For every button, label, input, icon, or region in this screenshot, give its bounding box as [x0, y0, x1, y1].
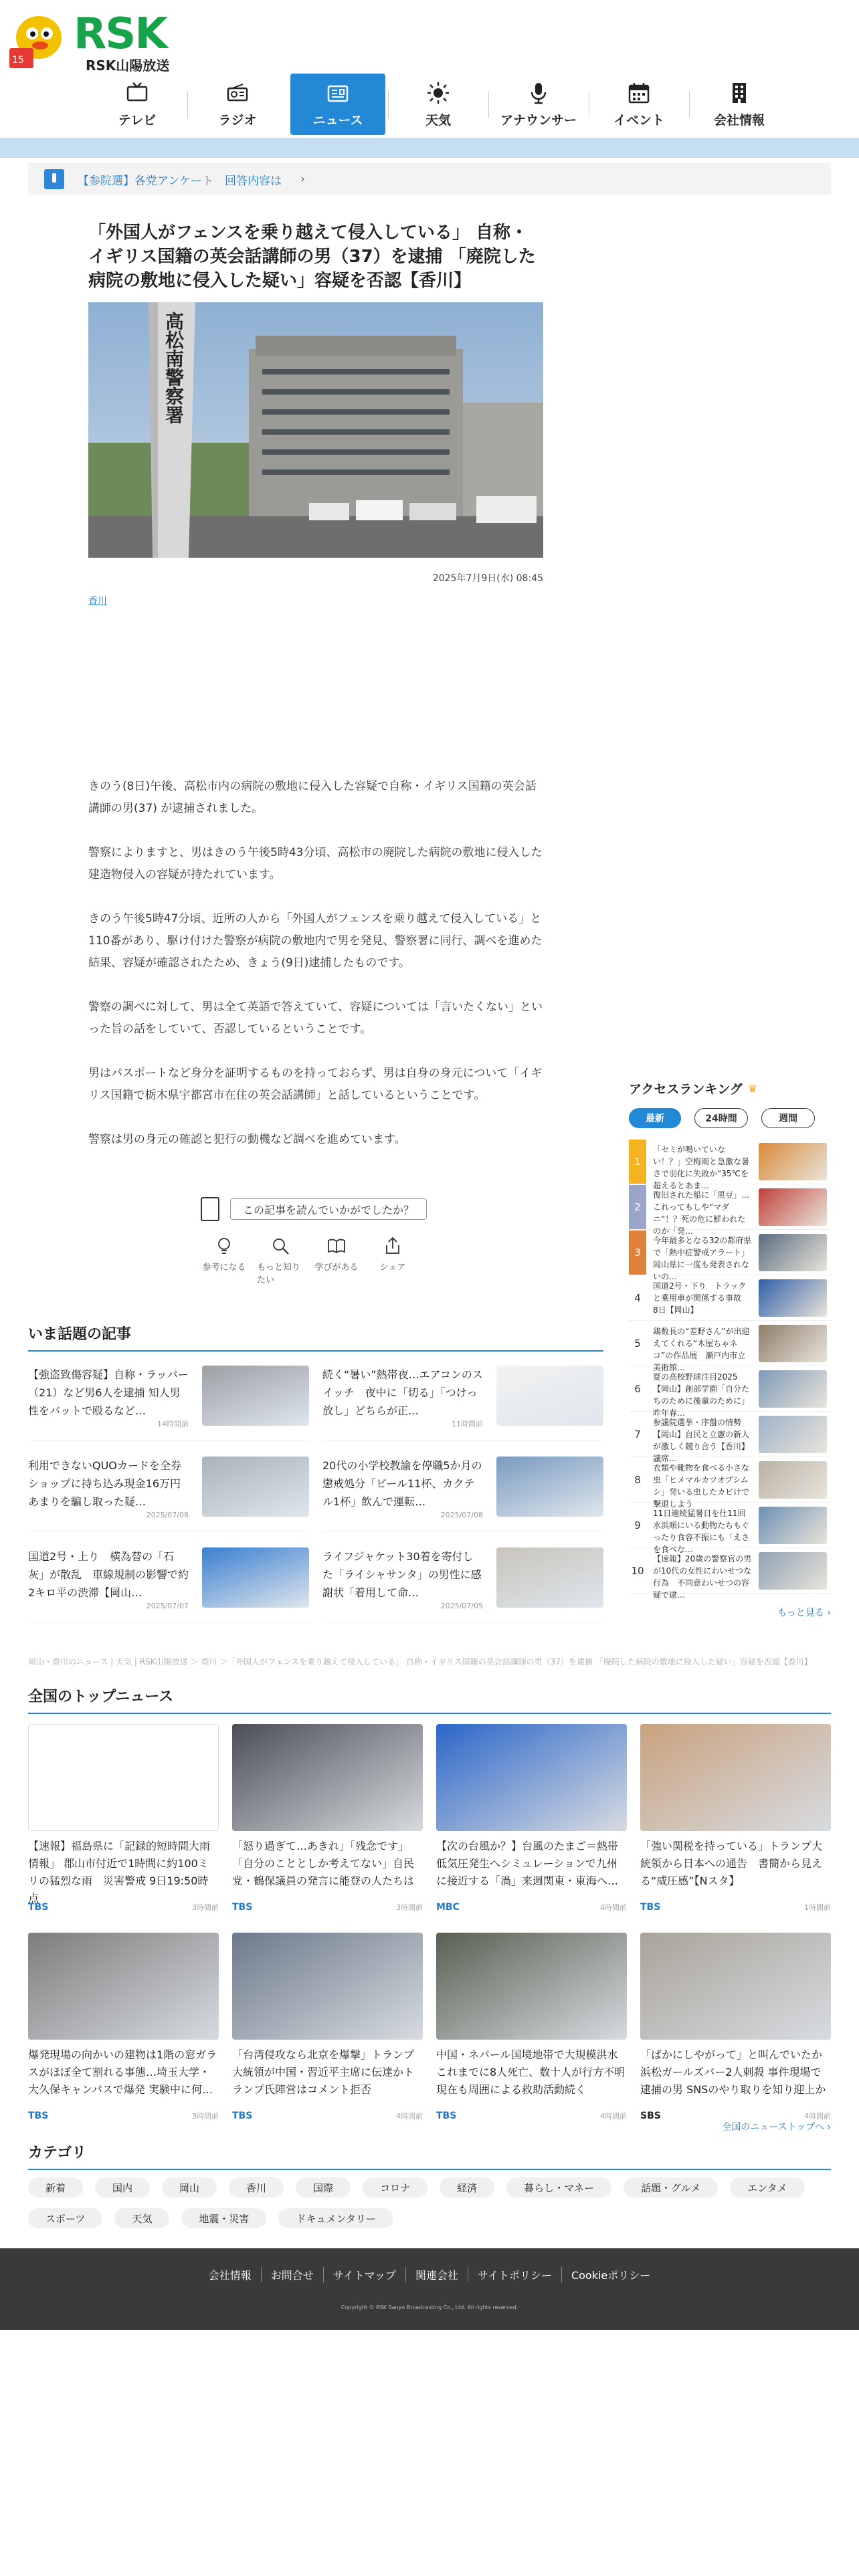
topnews-thumbnail [28, 1933, 219, 2040]
wadai-thumbnail [202, 1547, 309, 1608]
magnifier-icon [270, 1236, 290, 1256]
topnews-thumbnail [232, 1724, 423, 1831]
wadai-item[interactable] [322, 1547, 603, 1622]
topnews-item[interactable] [436, 1933, 636, 2128]
reaction-button-3[interactable] [369, 1236, 416, 1285]
topnews-item-title: 【速報】福島県に「記録的短時間大雨情報」 郡山市付近で1時間に約100ミリの猛烈な雨 災害警戒 9日19:50時点 [28, 1840, 211, 1905]
nav-item-6[interactable] [689, 74, 789, 135]
ranking-thumbnail [759, 1234, 827, 1271]
footer-copyright: Copyright © RSK Sanyo Broadcasting Co., Ltd. All rights reserved. [341, 2304, 518, 2311]
reaction-label: 参考になる [202, 1263, 246, 1273]
site-header [0, 0, 859, 140]
wadai-thumbnail [496, 1366, 603, 1426]
ranking-thumbnail [759, 1188, 827, 1226]
reaction-label: もっと知りたい [257, 1263, 301, 1285]
ranking-thumbnail [759, 1507, 827, 1544]
wadai-item-date: 2025/07/07 [146, 1602, 189, 1610]
ranking-item-title: 参議院選挙・序盤の情勢【岡山】自民と立憲の新人が激しく競り合う【香川】議席… [653, 1417, 750, 1463]
topnews-item-title: 「強い関税を持っている」トランプ大統領から日本への通告 書簡から見える“威圧感”【Nスタ】 [640, 1840, 823, 1887]
category-chip[interactable]: 国際 [296, 2177, 351, 2197]
article-paragraph: 警察は男の身元の確認と犯行の動機など調べを進めています。 [88, 1133, 406, 1146]
ranking-item-title: 衣類や靴物を食べる小さな虫「ヒメマルカツオブシムシ」発いる虫したカビけで撃退しよう [653, 1463, 750, 1509]
category-chip[interactable]: コロナ [363, 2177, 427, 2197]
ranking-header [629, 1079, 831, 1097]
categories-title-text: カテゴリ [28, 2145, 87, 2161]
ranking-number: 3 [629, 1230, 646, 1275]
ranking-item-title: 夏の高校野球注目2025【岡山】創部学園「自分たちのために後輩のために」昨年春… [653, 1372, 750, 1418]
ranking-number: 8 [634, 1473, 641, 1486]
topnews-item[interactable] [232, 1724, 423, 1919]
topnews-item[interactable] [640, 1724, 831, 1919]
brand-subtitle: RSK山陽放送 [86, 58, 170, 74]
topnews-time: 1時間前 [804, 1903, 831, 1912]
tv-icon [125, 81, 149, 105]
topnews-time: 4時間前 [396, 2112, 423, 2121]
topnews-item-title: 「怒り過ぎて…あきれ」「残念です」「自分のこととしか考えてない」自民党・鶴保議員の発言に能登の人たちは [232, 1840, 415, 1887]
notice-icon [44, 169, 64, 189]
book-icon [326, 1236, 347, 1256]
ranking-number: 5 [634, 1337, 641, 1350]
topnews-time: 4時間前 [804, 2112, 831, 2121]
topnews-time: 3時間前 [396, 1903, 423, 1912]
nav-label: ラジオ [218, 112, 257, 128]
wadai-item-title: 続く“暑い”熱帯夜…エアコンのスイッチ 夜中に「切る」「つけっ放し」どちらが正… [322, 1368, 483, 1417]
ranking-number: 10 [631, 1564, 644, 1577]
topnews-source: SBS [640, 2111, 661, 2121]
notice-bar[interactable] [28, 163, 831, 195]
topnews-source: TBS [232, 2111, 253, 2121]
ranking-list [629, 1139, 831, 1600]
ranking-item[interactable] [629, 1548, 831, 1600]
ranking-item-title: 国道2号・下り トラックと乗用車が関係する事故 8日【岡山】 [653, 1281, 750, 1315]
header-band [0, 138, 859, 158]
topnews-item[interactable] [28, 1724, 219, 1919]
ranking-item[interactable] [629, 1321, 831, 1372]
article-tag-link[interactable]: 香川 [88, 596, 107, 607]
topnews-time: 3時間前 [192, 1903, 219, 1912]
wadai-grid [28, 1366, 603, 1622]
category-list [28, 2177, 831, 2228]
microphone-icon [527, 81, 551, 105]
topnews-title [28, 1685, 831, 1714]
wadai-item-text [322, 1457, 483, 1524]
share-icon [383, 1236, 403, 1256]
ranking-item-title: 今年最多となる32の都府県で「熱中症警戒アラート」 岡山県に一度も発表されないの… [653, 1235, 752, 1281]
ranking-item[interactable] [629, 1412, 831, 1463]
topnews-source: TBS [436, 2111, 457, 2121]
building-icon [727, 81, 751, 105]
wadai-item-text [28, 1366, 189, 1433]
nav-item-2[interactable] [290, 74, 385, 135]
footer-link[interactable]: サイトポリシー [468, 2267, 561, 2282]
feedback-bar [201, 1197, 428, 1221]
sun-icon [426, 81, 450, 105]
wadai-item-date: 14時間前 [157, 1420, 189, 1428]
wadai-item-text [322, 1366, 483, 1433]
wadai-item-date: 2025/07/08 [146, 1511, 189, 1519]
brand-name: RSK [74, 9, 167, 59]
ranking-thumbnail [759, 1143, 827, 1180]
article-paragraph: きのう午後5時47分頃、近所の人から「外国人がフェンスを乗り越えて侵入している」と110番があり、駆け付けた警察が病院の敷地内で男を発見、警察署に同行、調べを進めた結果、容疑が確認されたため、きょう(9日)逮捕したものです。 [88, 912, 543, 970]
lightbulb-icon [214, 1236, 234, 1256]
photo-sign-text: 高松南警察署 [163, 312, 185, 424]
topnews-item-title: 【次の台風か？】台風のたまご＝熱帯低気圧発生へシミュレーションで九州に接近する「渦」来週関東・東海へ… [436, 1840, 619, 1887]
topnews-item[interactable] [232, 1933, 423, 2128]
footer-link[interactable]: 会社情報 [208, 2269, 252, 2282]
topnews-title-text: 全国のトップニュース [28, 1689, 174, 1705]
category-chip[interactable]: 話題・グルメ [624, 2177, 718, 2197]
radio-icon [225, 81, 250, 105]
topnews-item-title: 中国・ネパール国境地帯で大規模洪水これまでに8人死亡、数十人が行方不明 現在も周囲による救助活動続く [436, 2048, 636, 2096]
ranking-thumbnail [759, 1416, 827, 1453]
topnews-thumbnail [640, 1933, 831, 2040]
article-paragraph: 男はパスポートなど身分を証明するものを持っておらず、男は自身の身元について「イギリス国籍で栃木県宇都宮市在住の英会話講師」と話しているということです。 [88, 1067, 543, 1102]
wadai-item-date: 2025/07/05 [440, 1602, 483, 1610]
ranking-item-title: 【速報】20歳の警察官の男が10代の女性にわいせつな行為 不同意わいせつの容疑で逮… [653, 1553, 752, 1600]
topnews-thumbnail [28, 1724, 219, 1831]
wadai-item-text [28, 1547, 189, 1615]
category-chip[interactable]: 経済 [440, 2177, 494, 2197]
document-icon [201, 1197, 219, 1221]
wadai-item-date: 2025/07/08 [440, 1511, 483, 1519]
topnews-source: TBS [232, 1902, 253, 1913]
ranking-number: 9 [634, 1519, 641, 1531]
categories-title [28, 2141, 831, 2170]
topnews-item[interactable] [436, 1724, 627, 1919]
wadai-title [28, 1323, 603, 1352]
topnews-time: 4時間前 [600, 2112, 627, 2121]
nav-label: イベント [613, 112, 664, 128]
wadai-item-title: ライフジャケット30着を寄付した「ライシャサンタ」の男性に感謝状「着用して命… [322, 1550, 482, 1599]
wadai-item[interactable] [28, 1457, 309, 1531]
topnews-thumbnail [232, 1933, 423, 2040]
svg-text:15: 15 [12, 55, 24, 66]
ranking-item[interactable] [629, 1275, 831, 1321]
nav-label: 会社情報 [713, 112, 765, 128]
article-paragraph: 警察の調べに対して、男は全て英語で答えていて、容疑については「言いたくない」といった旨の話をしていて、否認しているということです。 [88, 1000, 543, 1036]
ranking-tab-2[interactable]: 週間 [761, 1108, 815, 1128]
topnews-source: TBS [28, 2111, 49, 2121]
ranking-thumbnail [759, 1461, 827, 1499]
article-body [88, 776, 543, 1173]
wadai-item-title: 【強盗致傷容疑】自称・ラッパー（21）など男6人を逮捕 知人男性をバットで殴るなど… [28, 1368, 189, 1417]
footer-links [0, 2267, 859, 2282]
wadai-thumbnail [202, 1366, 309, 1426]
wadai-title-text: いま話題の記事 [28, 1326, 132, 1343]
feedback-button[interactable]: この記事を読んでいかがでしたか？ [230, 1198, 427, 1220]
topnews-time: 3時間前 [192, 2112, 219, 2121]
wadai-thumbnail [496, 1547, 603, 1608]
topnews-time: 4時間前 [600, 1903, 627, 1912]
wadai-thumbnail [202, 1457, 309, 1517]
ranking-number: 6 [634, 1382, 641, 1395]
site-footer [0, 2248, 859, 2330]
ranking-more-link[interactable]: もっと見る › [777, 1608, 831, 1618]
crown-icon: ♛ [747, 1082, 758, 1095]
topnews-grid [28, 1724, 831, 2128]
topnews-item-title: 「ばかにしやがって」と叫んでいたか浜松ガールズバー2人刺殺 事件現場で逮捕の男 SNSのやり取りを知り迎上か [640, 2048, 826, 2096]
footer-link[interactable]: Cookieポリシー [561, 2267, 660, 2282]
nav-item-1[interactable] [187, 74, 288, 135]
topnews-item-title: 「台湾侵攻なら北京を爆撃」トランプ大統領が中国・習近平主席に伝達かトランプ氏陣営はコメント拒否 [232, 2048, 415, 2096]
category-chip[interactable]: スポーツ [28, 2208, 102, 2228]
topnews-item-title: 爆発現場の向かいの建物は1階の窓ガラスがほぼ全て割れる事態…埼玉大学・大久保キャンパスで爆発 実験中に何… [28, 2048, 217, 2096]
mascot-logo-icon [7, 7, 67, 74]
ranking-item[interactable] [629, 1457, 831, 1509]
wadai-item-title: 20代の小学校教諭を停職5か月の懲戒処分「ビール11杯、カクテル1杯」飲んで運転… [322, 1459, 482, 1508]
nav-item-5[interactable] [589, 74, 689, 135]
topnews-thumbnail [436, 1933, 627, 2040]
category-chip[interactable]: ドキュメンタリー [278, 2208, 393, 2228]
wadai-item-title: 利用できないQUOカードを全券ショップに持ち込み現金16万円あまりを騙し取った疑… [28, 1459, 181, 1508]
topnews-source: MBC [436, 1902, 460, 1913]
breadcrumb[interactable]: 岡山・香川のニュース | 天気 | RSK山陽放送 ＞ 香川 ＞「外国人がフェンスを乗り越えて侵入している」 自称・イギリス国籍の英会話講師の男（37）を逮捕 「廃院した病院の敷地に侵入した疑い」容疑を否認【香川】 [28, 1657, 812, 1667]
ranking-item-title: 鶏数長の“差野さん”が出迎えてくれる“木屋ちゃネコ”の作品展 瀬戸内市立美術館… [653, 1326, 750, 1372]
nav-label: テレビ [118, 112, 157, 128]
ranking-thumbnail [759, 1370, 827, 1408]
wadai-item-title: 国道2号・上り 横為替の「石灰」が散乱 車線規制の影響で約2キロ平の渋滞【岡山… [28, 1550, 189, 1599]
wadai-item[interactable] [322, 1457, 603, 1531]
site-logo[interactable] [7, 7, 174, 74]
reaction-button-2[interactable] [313, 1236, 360, 1285]
wadai-item[interactable] [322, 1366, 603, 1440]
category-chip[interactable]: 岡山 [162, 2177, 217, 2197]
article-date: 2025年7月9日(水) 08:45 [432, 573, 543, 584]
ranking-item[interactable] [629, 1139, 831, 1190]
ranking-number: 2 [629, 1185, 646, 1229]
category-chip[interactable]: 暮らし・マネー [506, 2177, 611, 2197]
nav-label: アナウンサー [500, 112, 577, 128]
ranking-item[interactable] [629, 1366, 831, 1418]
nav-label: 天気 [425, 112, 451, 128]
ranking-number: 7 [634, 1428, 641, 1440]
article-photo [88, 302, 543, 558]
topnews-thumbnail [436, 1724, 627, 1831]
nav-item-0[interactable] [87, 74, 187, 135]
wadai-item[interactable] [28, 1547, 309, 1622]
wadai-thumbnail [496, 1457, 603, 1517]
nav-item-3[interactable] [388, 74, 488, 135]
topnews-thumbnail [640, 1724, 831, 1831]
news-icon [326, 81, 350, 105]
reaction-label: 学びがある [314, 1263, 359, 1273]
article-paragraph: きのう(8日)午後、高松市内の病院の敷地に侵入した容疑で自称・イギリス国籍の英会話講師の男(37) が逮捕されました。 [88, 780, 537, 815]
topnews-item[interactable] [28, 1933, 219, 2128]
main-nav [87, 74, 789, 135]
chevron-right-icon: › [300, 173, 305, 186]
ranking-title: アクセスランキング [629, 1082, 743, 1097]
category-chip[interactable]: 天気 [114, 2208, 169, 2228]
topnews-item[interactable] [640, 1933, 831, 2128]
ranking-number: 1 [629, 1140, 646, 1184]
reaction-buttons [201, 1236, 416, 1285]
reaction-button-0[interactable] [201, 1236, 248, 1285]
footer-link[interactable]: サイトマップ [323, 2267, 405, 2282]
access-ranking [629, 1079, 831, 1619]
category-chip[interactable]: エンタメ [730, 2177, 804, 2197]
ranking-tabs [629, 1108, 831, 1128]
article-title: 「外国人がフェンスを乗り越えて侵入している」 自称・イギリス国籍の英会話講師の男（37）を逮捕 「廃院した病院の敷地に侵入した疑い」容疑を否認【香川】 [88, 223, 536, 291]
ranking-item-title: 11日連続猛暑日を仕11回 水浜順にいる動物たちもぐったり食容不振にも「えさを食べな… [653, 1508, 754, 1554]
nav-label: ニュース [312, 112, 363, 128]
notice-text[interactable]: 【参院選】各党アンケート 回答内容は [78, 174, 282, 188]
ranking-thumbnail [759, 1325, 827, 1362]
reaction-button-1[interactable] [257, 1236, 304, 1285]
category-chip[interactable]: 新着 [28, 2177, 83, 2197]
wadai-item-text [28, 1457, 189, 1524]
calendar-icon [627, 81, 651, 105]
category-chip[interactable]: 香川 [229, 2177, 284, 2197]
ranking-item-title: 「セミが鳴いていない！？」空梅雨と急激な暑さで羽化に失敗か“35℃を超えるとあま… [653, 1144, 750, 1190]
reaction-label: シェア [379, 1263, 406, 1273]
footer-link[interactable]: 関連会社 [405, 2267, 468, 2282]
article-paragraph: 警察によりますと、男はきのう午後5時43分頃、高松市の廃院した病院の敷地に侵入した建造物侵入の容疑が持たれています。 [88, 846, 543, 881]
wadai-item-text [322, 1547, 483, 1615]
ranking-item[interactable] [629, 1230, 831, 1281]
ranking-tab-1[interactable]: 24時間 [694, 1108, 748, 1128]
topnews-source: TBS [28, 1902, 49, 1913]
category-chip[interactable]: 地震・災害 [181, 2208, 266, 2228]
footer-link[interactable]: お問合せ [261, 2267, 323, 2282]
ranking-item-title: 復旧された船に「黒豆」…これってもしや”マダニ”！？死の危に鮮われたのか「発… [653, 1190, 750, 1236]
ranking-tab-0[interactable]: 最新 [629, 1108, 681, 1128]
ranking-item[interactable] [629, 1184, 831, 1236]
ranking-item[interactable] [629, 1503, 831, 1554]
ranking-thumbnail [759, 1279, 827, 1317]
wadai-item[interactable] [28, 1366, 309, 1440]
nav-item-4[interactable] [488, 74, 589, 135]
topnews-source: TBS [640, 1902, 661, 1913]
category-chip[interactable]: 国内 [95, 2177, 150, 2197]
wadai-item-date: 11時間前 [452, 1420, 483, 1428]
article [88, 221, 543, 607]
ranking-number: 4 [634, 1291, 641, 1304]
topnews-more-link[interactable]: 全国のニューストップへ › [722, 2122, 831, 2133]
ranking-thumbnail [759, 1552, 827, 1590]
